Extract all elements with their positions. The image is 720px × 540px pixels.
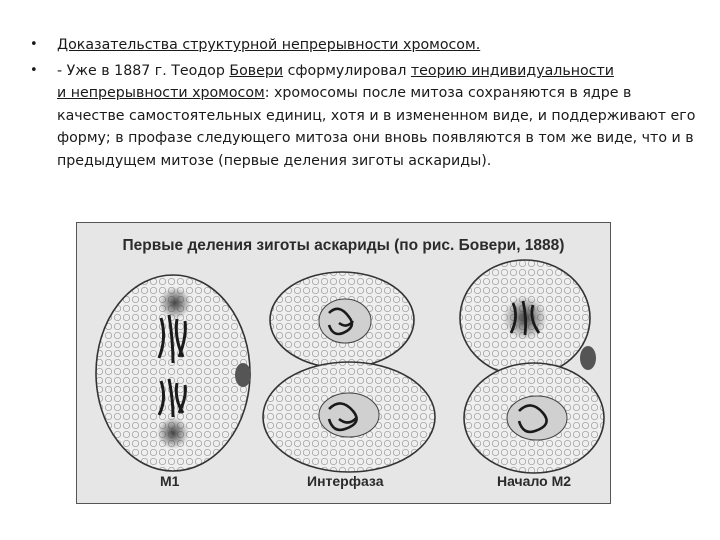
bullet-heading: Доказательства структурной непрерывности хромосом. (57, 37, 481, 53)
paragraph-rest: : хромосомы после митоза сохраняются в ядре в качестве самостоятельных единиц, хотя и в измененном виде, и поддерживают его форму; в профазе следующего митоза они вновь появляются в том же виде, что и в предыдущем митозе (первые деления зиготы аскариды). (57, 85, 696, 169)
theory-name-part-2: и непрерывности хромосом (57, 85, 265, 101)
label-m1: М1 (160, 473, 180, 489)
label-start-m2: Начало М2 (497, 473, 572, 489)
cell-drawings (77, 223, 610, 503)
ascaris-figure (76, 222, 611, 504)
polar-body-m2 (580, 346, 596, 370)
cell-m1 (96, 275, 251, 471)
bullet-paragraph (57, 60, 700, 173)
label-interphase: Интерфаза (307, 473, 384, 489)
bullet-item-1 (30, 34, 700, 57)
bullet-marker: • (30, 62, 38, 78)
aster-top (159, 287, 191, 319)
bullet-item-2 (30, 60, 700, 173)
bullet-list (30, 34, 700, 175)
cell-interphase (263, 272, 435, 472)
theory-name-part-1: теорию индивидуальности (410, 62, 614, 79)
paragraph-lead: - Уже в 1887 г. Теодор (57, 62, 230, 79)
polar-body (235, 363, 251, 387)
paragraph-mid: сформулировал (283, 62, 411, 79)
cell-start-m2 (460, 260, 604, 473)
aster-bottom (157, 417, 189, 449)
bullet-marker: • (30, 37, 38, 52)
figure-title: Первые деления зиготы аскариды (по рис. Бовери, 1888) (122, 237, 565, 254)
scientist-name: Бовери (229, 62, 284, 79)
